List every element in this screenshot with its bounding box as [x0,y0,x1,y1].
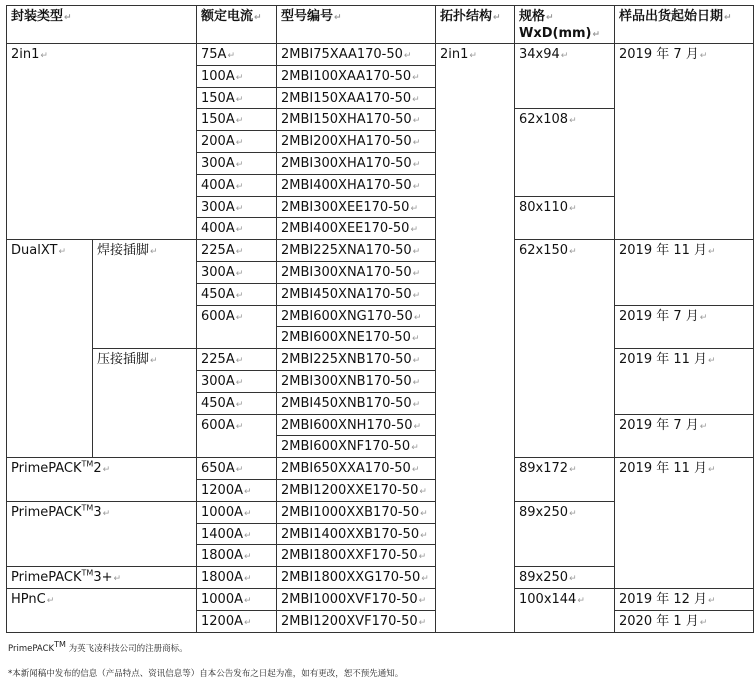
current-cell: 150A↵ [197,87,277,109]
current-cell: 650A↵ [197,458,277,480]
current-cell: 450A↵ [197,283,277,305]
model-cell: 2MBI600XNG170-50↵ [277,305,436,327]
model-cell: 2MBI400XHA170-50↵ [277,174,436,196]
model-cell: 2MBI150XAA170-50↵ [277,87,436,109]
header-package: 封装类型↵ [7,6,197,44]
table-header-row [7,6,754,44]
table-row [7,349,754,371]
model-cell: 2MBI1200XXE170-50↵ [277,479,436,501]
header-spec: 规格↵ WxD(mm)↵ [515,6,615,44]
model-cell: 2MBI1200XVF170-50↵ [277,610,436,632]
current-cell: 1000A↵ [197,501,277,523]
table-row [7,458,754,480]
size-cell: 89x250↵ [515,501,615,566]
table-row [7,240,754,262]
package-2in1: 2in1↵ [7,44,197,240]
model-cell: 2MBI1800XXF170-50↵ [277,545,436,567]
current-cell: 400A↵ [197,218,277,240]
date-cell: 2019 年 7 月↵ [615,414,754,458]
model-cell: 2MBI450XNB170-50↵ [277,392,436,414]
size-cell: 80x110↵ [515,196,615,240]
model-cell: 2MBI300XNA170-50↵ [277,261,436,283]
current-cell: 300A↵ [197,152,277,174]
package-primepack2: PrimePACK™2↵ [7,458,197,502]
date-cell: 2019 年 7 月↵ [615,44,754,240]
size-cell: 100x144↵ [515,588,615,632]
model-cell: 2MBI150XHA170-50↵ [277,109,436,131]
date-cell: 2019 年 12 月↵ [615,588,754,610]
current-cell: 1400A↵ [197,523,277,545]
package-dualxt-solder: 焊接插脚↵ [93,240,197,349]
model-cell: 2MBI1400XXB170-50↵ [277,523,436,545]
header-topology: 拓扑结构↵ [436,6,515,44]
header-current: 额定电流↵ [197,6,277,44]
model-cell: 2MBI300XNB170-50↵ [277,370,436,392]
package-dualxt-press: 压接插脚↵ [93,349,197,458]
current-cell: 300A↵ [197,261,277,283]
package-dualxt: DualXT↵ [7,240,93,458]
model-cell: 2MBI600XNF170-50↵ [277,436,436,458]
model-cell: 2MBI1800XXG170-50↵ [277,567,436,589]
table-row [7,44,754,66]
model-cell: 2MBI1000XVF170-50↵ [277,588,436,610]
model-cell: 2MBI400XEE170-50↵ [277,218,436,240]
model-cell: 2MBI100XAA170-50↵ [277,65,436,87]
model-cell: 2MBI225XNB170-50↵ [277,349,436,371]
topology-cell: 2in1↵ [436,44,515,633]
model-cell: 2MBI600XNH170-50↵ [277,414,436,436]
model-cell: 2MBI300XEE170-50↵ [277,196,436,218]
table-row [7,588,754,610]
current-cell: 1800A↵ [197,545,277,567]
model-cell: 2MBI1000XXB170-50↵ [277,501,436,523]
disclaimer-footnote: *本新闻稿中发布的信息（产品特点、资讯信息等）自本公告发布之日起为准，如有更改，恕不预先通知。 [8,669,404,679]
package-hpnc: HPnC↵ [7,588,197,632]
date-cell: 2019 年 11 月↵ [615,240,754,305]
product-spec-table [6,5,754,633]
model-cell: 2MBI650XXA170-50↵ [277,458,436,480]
current-cell: 1200A↵ [197,610,277,632]
current-cell: 300A↵ [197,196,277,218]
size-cell: 89x250↵ [515,567,615,589]
package-primepack3: PrimePACK™3↵ [7,501,197,566]
date-cell: 2020 年 1 月↵ [615,610,754,632]
current-cell: 450A↵ [197,392,277,414]
size-cell: 62x150↵ [515,240,615,458]
size-cell: 34x94↵ [515,44,615,109]
trademark-footnote: PrimePACKTM 为英飞凌科技公司的注册商标。 [8,640,188,654]
current-cell: 1200A↵ [197,479,277,501]
current-cell: 225A↵ [197,240,277,262]
size-cell: 89x172↵ [515,458,615,502]
model-cell: 2MBI600XNE170-50↵ [277,327,436,349]
current-cell: 200A↵ [197,131,277,153]
current-cell: 1000A↵ [197,588,277,610]
size-cell: 62x108↵ [515,109,615,196]
date-cell: 2019 年 11 月↵ [615,349,754,414]
package-primepack3plus: PrimePACK™3+↵ [7,567,197,589]
current-cell: 600A↵ [197,414,277,458]
model-cell: 2MBI300XHA170-50↵ [277,152,436,174]
model-cell: 2MBI75XAA170-50↵ [277,44,436,66]
model-cell: 2MBI200XHA170-50↵ [277,131,436,153]
current-cell: 225A↵ [197,349,277,371]
model-cell: 2MBI225XNA170-50↵ [277,240,436,262]
date-cell: 2019 年 11 月↵ [615,458,754,589]
current-cell: 100A↵ [197,65,277,87]
current-cell: 75A↵ [197,44,277,66]
current-cell: 300A↵ [197,370,277,392]
current-cell: 400A↵ [197,174,277,196]
current-cell: 1800A↵ [197,567,277,589]
header-sample-date: 样品出货起始日期↵ [615,6,754,44]
header-model: 型号编号↵ [277,6,436,44]
model-cell: 2MBI450XNA170-50↵ [277,283,436,305]
current-cell: 150A↵ [197,109,277,131]
current-cell: 600A↵ [197,305,277,349]
date-cell: 2019 年 7 月↵ [615,305,754,349]
